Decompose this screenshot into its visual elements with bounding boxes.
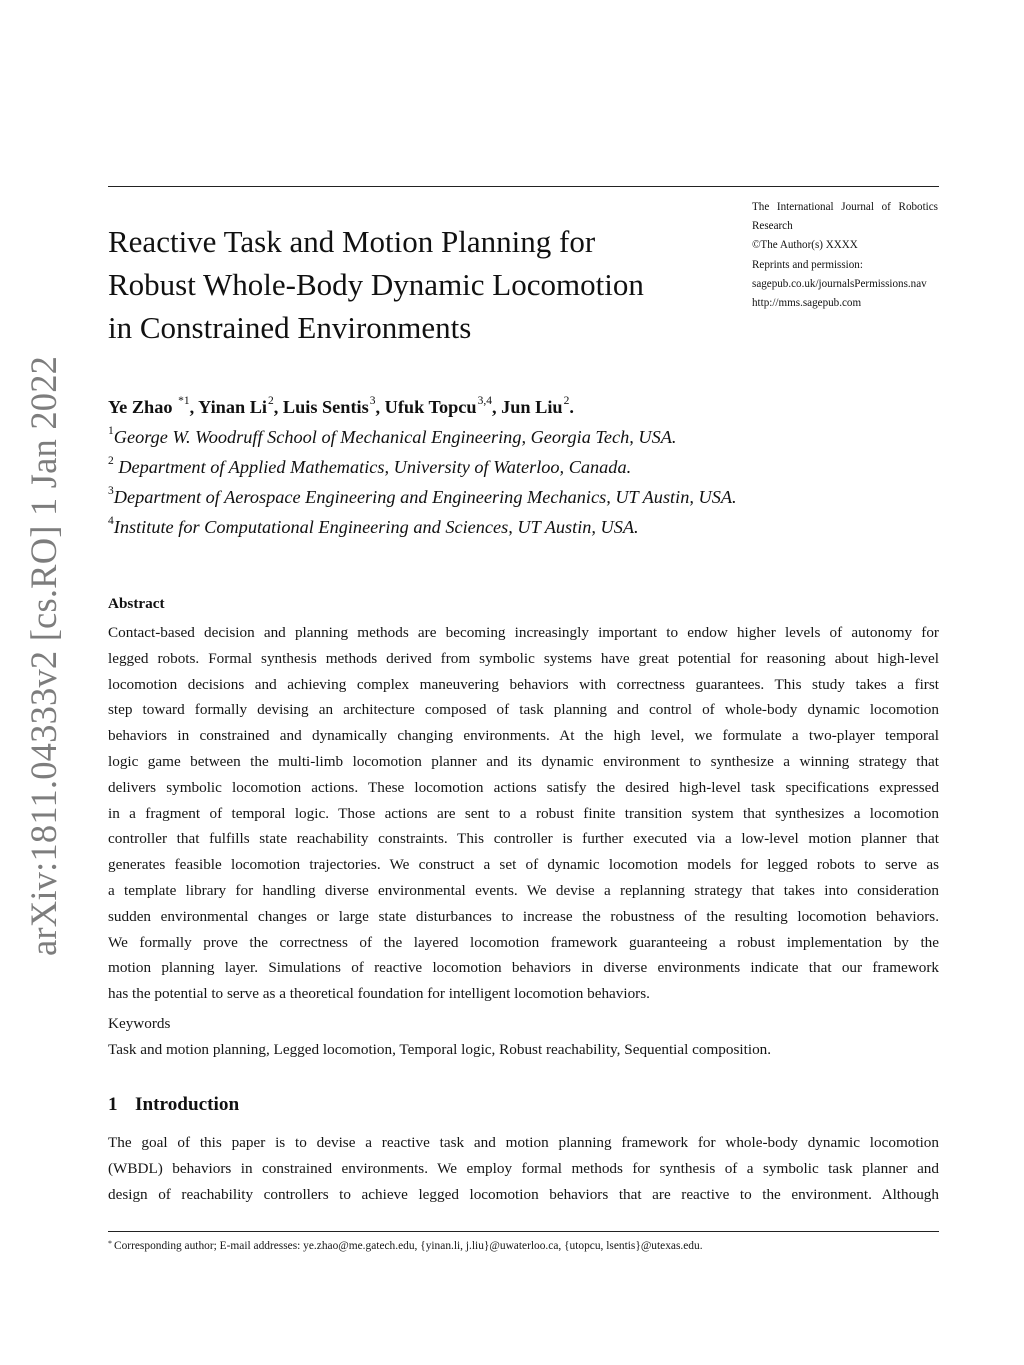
introduction-line: design of reachability controllers to achieve legged locomotion behaviors that are reactive to the environment. Although: [108, 1185, 939, 1203]
keywords-list: Task and motion planning, Legged locomotion, Temporal logic, Robust reachability, Sequential composition.: [108, 1041, 772, 1058]
abstract-line: in a fragment of temporal logic. Those actions are sent to a robust finite transition system that synthesizes a locomotion: [108, 804, 939, 822]
affiliation-text: Department of Applied Mathematics, University of Waterloo, Canada.: [113, 457, 632, 477]
abstract-line: locomotion decisions and achieving complex maneuvering behaviors with correctness guarantees. This study takes a first: [108, 675, 939, 693]
author-mark: *1: [178, 395, 190, 407]
author-mark: 2: [563, 395, 570, 407]
author-name: Luis Sentis: [282, 397, 369, 417]
abstract-line: delivers symbolic locomotion actions. These locomotion actions satisfy the desired high-level task specifications expressed: [108, 778, 939, 796]
author-mark: 2: [267, 395, 274, 407]
journal-permissions-link[interactable]: sagepub.co.uk/journalsPermissions.nav: [752, 277, 927, 290]
affiliation-4: [108, 517, 639, 538]
abstract-line: behaviors in constrained and dynamically changing environments. At the high level, we formulate a two-player temporal: [108, 727, 939, 745]
introduction-line: The goal of this paper is to devise a reactive task and motion planning framework for whole-body dynamic locomotion: [108, 1134, 939, 1151]
corresponding-author-footnote: [108, 1240, 703, 1252]
footnote-mark: *: [108, 1239, 112, 1248]
abstract-line: controller that fulfills state reachability constraints. This controller is further executed via a low-level motion planner that: [108, 830, 939, 848]
section-number: 1: [108, 1094, 118, 1115]
introduction-body: [108, 1130, 939, 1207]
abstract-body: [108, 620, 939, 1007]
abstract-line: step toward formally devising an architecture composed of task planning and control of whole-body dynamic locomotion: [108, 701, 939, 719]
affiliation-text: George W. Woodruff School of Mechanical Engineering, Georgia Tech, USA.: [113, 427, 677, 447]
abstract-line: has the potential to serve as a theoretical foundation for intelligent locomotion behaviors.: [108, 985, 650, 1003]
journal-copyright: ©The Author(s) XXXX: [752, 239, 858, 252]
paper-title: [108, 220, 708, 349]
keywords-label: Keywords: [108, 1015, 171, 1032]
introduction-heading: [108, 1094, 239, 1116]
journal-name-line-2: Research: [752, 220, 793, 233]
affiliation-mark: 4: [108, 515, 114, 527]
abstract-line: legged robots. Formal synthesis methods derived from symbolic systems have great potential for reasoning about high-level: [108, 649, 939, 667]
introduction-line: (WBDL) behaviors in constrained environments. We employ formal methods for synthesis of a symbolic task planner and: [108, 1159, 939, 1177]
title-line-1: Reactive Task and Motion Planning for: [108, 224, 596, 259]
affiliation-text: Institute for Computational Engineering and Sciences, UT Austin, USA.: [113, 517, 639, 537]
footnote-rule: [108, 1231, 939, 1232]
title-line-3: in Constrained Environments: [108, 310, 472, 345]
footnote-text: Corresponding author; E-mail addresses: ye.zhao@me.gatech.edu, {yinan.li, j.liu}@uwaterloo.ca, {utopcu, lsentis}@utexas.edu.: [114, 1240, 703, 1252]
abstract-line: motion planning layer. Simulations of reactive locomotion behaviors in diverse environments indicate that our framework: [108, 959, 939, 977]
author-name: Yinan Li: [198, 397, 267, 417]
affiliation-mark: 2: [108, 455, 114, 467]
affiliation-mark: 3: [108, 485, 114, 497]
affiliation-mark: 1: [108, 425, 114, 437]
abstract-heading: Abstract: [108, 595, 165, 612]
affiliation-1: [108, 427, 677, 448]
abstract-line: Contact-based decision and planning methods are becoming increasingly important to endow higher levels of autonomy for: [108, 624, 939, 641]
affiliation-3: [108, 487, 737, 508]
abstract-line: generates feasible locomotion trajectories. We construct a set of dynamic locomotion models for legged robots to serve as: [108, 856, 939, 874]
section-title: Introduction: [135, 1094, 240, 1115]
abstract-line: a template library for handling diverse environmental events. We devise a replanning strategy that takes into consideration: [108, 881, 939, 899]
author-name: Ye Zhao: [108, 397, 173, 417]
journal-name-line-1: The International Journal of Robotics: [752, 201, 938, 213]
author-mark: 3,4: [477, 395, 492, 407]
journal-reprints-label: Reprints and permission:: [752, 258, 863, 271]
abstract-line: We formally prove the correctness of the layered locomotion framework guaranteeing a robust implementation by the: [108, 933, 939, 951]
title-line-2: Robust Whole-Body Dynamic Locomotion: [108, 267, 644, 302]
author-mark: 3: [369, 395, 376, 407]
author-name: Jun Liu: [501, 397, 563, 417]
header-rule: [108, 186, 939, 187]
journal-info-block: [752, 198, 942, 313]
journal-site-link[interactable]: http://mms.sagepub.com: [752, 297, 862, 310]
author-name: Ufuk Topcu: [384, 397, 477, 417]
author-list: Ye Zhao $^{*1}$, Yinan Li$^2$, Luis Sentis$^3$, Ufuk Topcu$^{3,4}$, Jun Liu$^2$.: [108, 395, 574, 417]
abstract-line: sudden environmental changes or large state disturbances to increase the robustness of the resulting locomotion behaviors.: [108, 907, 939, 925]
arxiv-identifier-stamp: arXiv:1811.04333v2 [cs.RO] 1 Jan 2022: [23, 355, 64, 956]
abstract-line: logic game between the multi-limb locomotion planner and its dynamic environment to synthesize a winning strategy that: [108, 752, 939, 770]
affiliation-text: Department of Aerospace Engineering and Engineering Mechanics, UT Austin, USA.: [113, 487, 737, 507]
affiliation-2: [108, 457, 631, 478]
